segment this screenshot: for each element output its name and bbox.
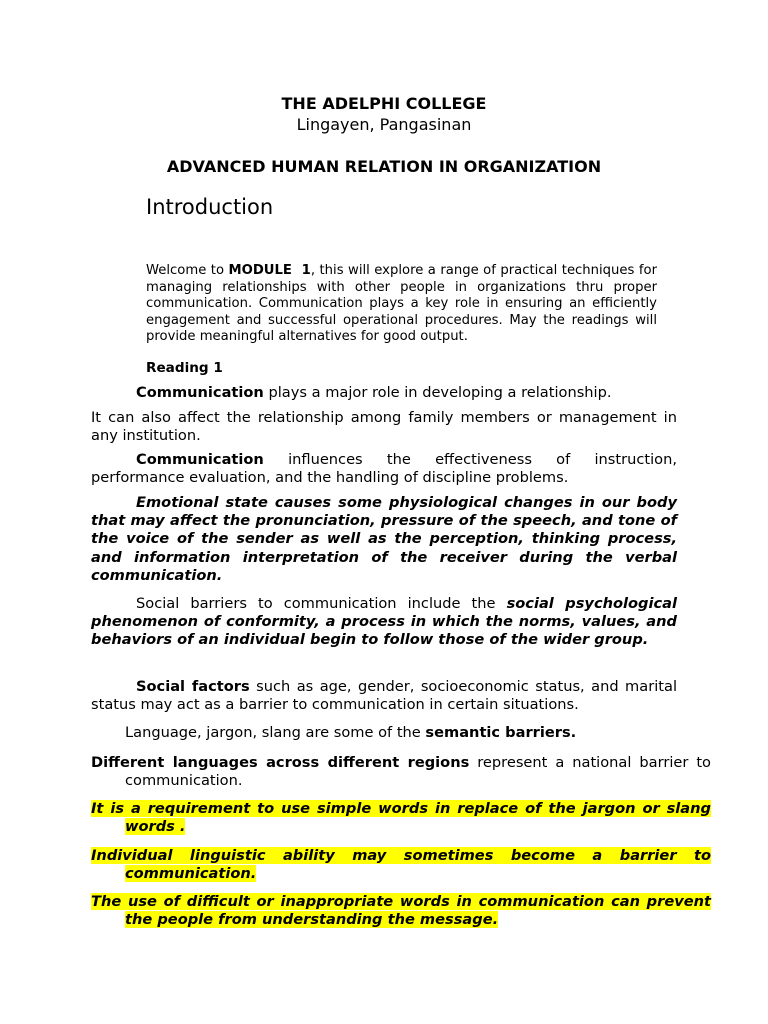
course-title: ADVANCED HUMAN RELATION IN ORGANIZATION (166, 157, 602, 176)
section-heading-introduction: Introduction (146, 195, 274, 219)
module-label: MODULE 1 (228, 263, 311, 278)
term-semantic-barriers: semantic barriers. (425, 724, 577, 741)
highlighted-point-linguistic-ability (91, 847, 711, 883)
reading-label: Reading 1 (146, 360, 223, 376)
term-communication: Communication (136, 384, 264, 401)
emphasis-conformity: social psychological phenomenon of conformity, a process in which the norms, values, and behaviors of an individual begin to follow those of the wider group. (91, 595, 677, 649)
highlight-text: The use of difficult or inappropriate words in communication can prevent the people from understanding the message. (91, 893, 711, 929)
highlight-text: Individual linguistic ability may sometimes become a barrier to communication. (91, 847, 711, 883)
paragraph-text: represent a national barrier to communication. (125, 754, 711, 790)
term-different-languages: Different languages across different regions (91, 754, 470, 771)
college-name: THE ADELPHI COLLEGE (281, 94, 487, 113)
college-location: Lingayen, Pangasinan (296, 115, 472, 134)
paragraph-different-languages (91, 754, 711, 790)
term-communication: Communication (136, 451, 264, 468)
paragraph-text: plays a major role in developing a relationship. (263, 384, 612, 401)
paragraph-text: Social barriers to communication include the (136, 595, 507, 612)
paragraph-text: such as age, gender, socioeconomic status, and marital status may act as a barrier to communication in certain situations. (91, 678, 677, 714)
paragraph-social-factors (91, 678, 677, 714)
highlight-text: It is a requirement to use simple words in replace of the jargon or slang words . (91, 800, 711, 836)
paragraph-semantic-barriers (91, 724, 677, 742)
paragraph-emotional-state: Emotional state causes some physiological changes in our body that may affect the pronunciation, pressure of the speech, and tone of the voice of the sender as well as the perception, thinking process, and information interpretation of the receiver during the verbal communication. (91, 494, 677, 584)
paragraph-communication-influence (91, 451, 677, 487)
paragraph-communication-role (91, 384, 677, 402)
paragraph-text: influences the effectiveness of instruction, performance evaluation, and the handling of discipline problems. (91, 451, 677, 487)
welcome-text-start: Welcome to (146, 263, 229, 278)
welcome-text-rest: , this will explore a range of practical techniques for managing relationships with other people in organizations thru proper communication. Communication plays a key role in ensuring an efficiently engagement and successful operational procedures. May the readings will provide meaningful alternatives for good output. (146, 263, 658, 345)
paragraph-social-barriers (91, 595, 677, 650)
highlighted-point-simple-words (91, 800, 711, 836)
paragraph-text: Language, jargon, slang are some of the (125, 724, 426, 741)
highlighted-point-difficult-words (91, 893, 711, 929)
term-social-factors: Social factors (136, 678, 250, 695)
welcome-paragraph (146, 263, 657, 346)
paragraph-relationship: It can also affect the relationship among family members or management in any institution. (91, 409, 677, 445)
